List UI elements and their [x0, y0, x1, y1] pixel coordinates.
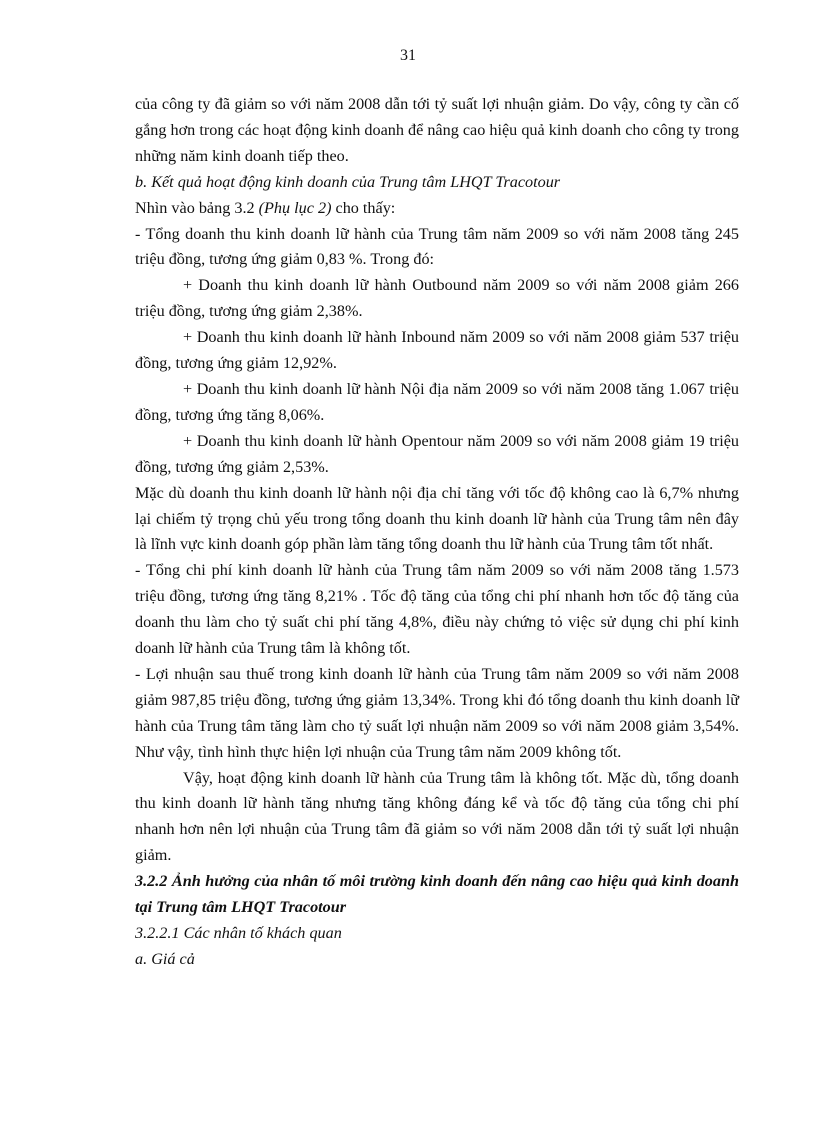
page-number: 31	[400, 47, 416, 64]
intro-text-end: cho thấy:	[331, 198, 396, 217]
intro-text: Nhìn vào bảng 3.2	[135, 198, 259, 217]
paragraph-profit: - Lợi nhuận sau thuế trong kinh doanh lữ hành của Trung tâm năm 2009 so với năm 2008 giảm 987,85 triệu đồng, tương ứng giảm 13,34%. Trong khi đó tổng doanh thu kinh doanh lữ hành của Trung tâm tăng làm cho tỷ suất lợi nhuận năm 2009 so với năm 2008 giảm 3,54%. Như vậy, tình hình thực hiện lợi nhuận của Trung tâm năm 2009 không tốt.	[135, 664, 739, 761]
paragraph-conclusion: Vậy, hoạt động kinh doanh lữ hành của Trung tâm là không tốt. Mặc dù, tổng doanh thu kinh doanh lữ hành tăng nhưng tăng không đáng kể và tốc độ tăng của tổng chi phí nhanh hơn nên lợi nhuận của Trung tâm đã giảm so với năm 2008 dẫn tới tỷ suất lợi nhuận giảm.	[135, 768, 739, 865]
paragraph-revenue: - Tổng doanh thu kinh doanh lữ hành của Trung tâm năm 2009 so với năm 2008 tăng 245 triệu đồng, tương ứng giảm 0,83 %. Trong đó:	[135, 224, 739, 269]
page-body	[135, 92, 739, 973]
paragraph-intro	[135, 196, 739, 222]
paragraph-cost: - Tổng chi phí kinh doanh lữ hành của Trung tâm năm 2009 so với năm 2008 tăng 1.573 triệu đồng, tương ứng tăng 8,21% . Tốc độ tăng của tổng chi phí nhanh hơn tốc độ tăng của doanh thu làm cho tỷ suất chi phí tăng 4,8%, điều này chứng tỏ việc sử dụng chi phí kinh doanh lữ hành của Trung tâm là không tốt.	[135, 561, 739, 658]
list-item-inbound: + Doanh thu kinh doanh lữ hành Inbound năm 2009 so với năm 2008 giảm 537 triệu đồng, tương ứng giảm 12,92%.	[135, 328, 739, 373]
list-item-domestic: + Doanh thu kinh doanh lữ hành Nội địa năm 2009 so với năm 2008 tăng 1.067 triệu đồng, tương ứng tăng 8,06%.	[135, 379, 739, 424]
subsection-heading: a. Giá cả	[135, 949, 195, 968]
appendix-reference: (Phụ lục 2)	[258, 198, 332, 217]
paragraph: của công ty đã giảm so với năm 2008 dẫn tới tỷ suất lợi nhuận giảm. Do vậy, công ty cần cố gắng hơn trong các hoạt động kinh doanh để nâng cao hiệu quả kinh doanh cho công ty trong những năm kinh doanh tiếp theo.	[135, 95, 739, 165]
list-item-opentour: + Doanh thu kinh doanh lữ hành Opentour năm 2009 so với năm 2008 giảm 19 triệu đồng, tương ứng giảm 2,53%.	[135, 431, 739, 476]
paragraph: Mặc dù doanh thu kinh doanh lữ hành nội địa chỉ tăng với tốc độ không cao là 6,7% nhưng lại chiếm tỷ trọng chủ yếu trong tổng doanh thu kinh doanh lữ hành của Trung tâm nên đây là lĩnh vực kinh doanh góp phần làm tăng tổng doanh thu lữ hành của Trung tâm tốt nhất.	[135, 483, 739, 554]
list-item-outbound: + Doanh thu kinh doanh lữ hành Outbound năm 2009 so với năm 2008 giảm 266 triệu đồng, tương ứng giảm 2,38%.	[135, 276, 739, 321]
subsection-heading: 3.2.2.1 Các nhân tố khách quan	[135, 924, 342, 942]
subsection-heading: b. Kết quả hoạt động kinh doanh của Trung tâm LHQT Tracotour	[135, 172, 561, 191]
section-heading: 3.2.2 Ảnh hưởng của nhân tố môi trường kinh doanh đến nâng cao hiệu quả kinh doanh tại Trung tâm LHQT Tracotour	[135, 872, 739, 917]
